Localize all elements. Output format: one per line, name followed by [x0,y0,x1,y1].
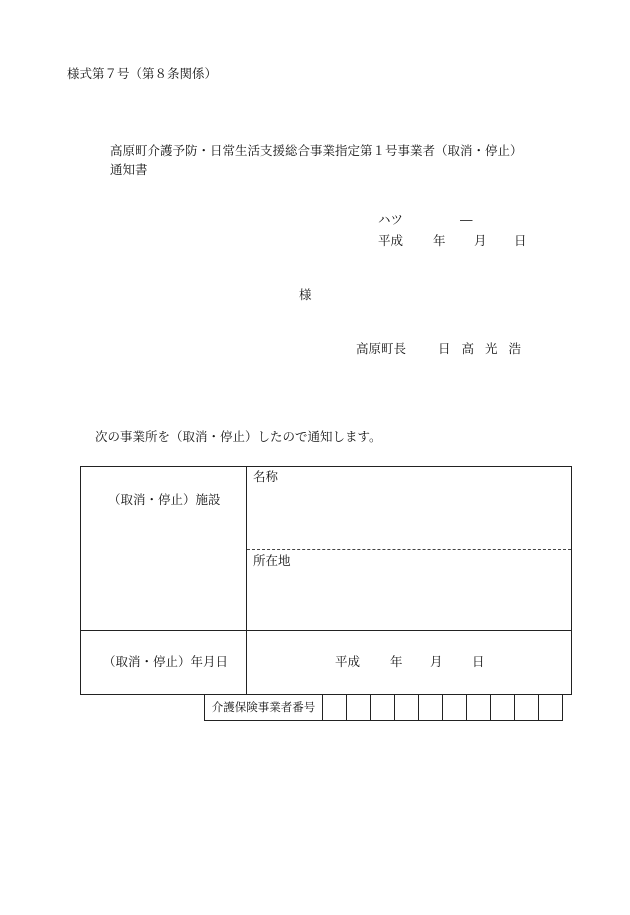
doc-number-prefix: ハツ [378,212,404,227]
sender-name: 日高光浩 [438,341,533,356]
date-month: 月 [430,654,443,669]
facility-label: （取消・停止）施設 [108,492,221,507]
insurance-digit-box [491,695,515,721]
insurance-digit-box [443,695,467,721]
date-label-cell [81,631,247,695]
dashed-divider [247,549,571,550]
insurance-digit-box [395,695,419,721]
insurance-digit-box [371,695,395,721]
name-label: 名称 [253,469,279,484]
issue-date-era: 平成 [378,233,404,248]
doc-number-dash: ― [460,212,473,227]
insurance-digit-box [515,695,539,721]
addressee-honorific: 様 [299,287,312,302]
facility-label-cell [81,467,247,631]
insurance-digit-box [419,695,443,721]
date-value-cell [247,631,572,695]
date-era: 平成 [335,654,361,669]
insurance-number-table [204,694,563,721]
issue-date-day: 日 [514,233,527,248]
insurance-number-row [205,695,563,721]
date-row [81,631,572,695]
document-title: 高原町介護予防・日常生活支援総合事業指定第１号事業者（取消・停止） [110,143,523,158]
body-text: 次の事業所を（取消・停止）したので通知します。 [95,429,382,444]
insurance-digit-box [467,695,491,721]
insurance-digit-box [347,695,371,721]
insurance-digit-box [539,695,563,721]
sender-title: 高原町長 [356,341,407,356]
issue-date-month: 月 [474,233,487,248]
insurance-number-label: 介護保険事業者番号 [205,695,323,721]
issue-date-year: 年 [433,233,446,248]
date-day: 日 [472,654,485,669]
address-label: 所在地 [253,553,291,568]
facility-info-cell [247,467,572,631]
document-title-line2: 通知書 [110,162,148,177]
date-year: 年 [390,654,403,669]
facility-row [81,467,572,631]
insurance-digit-box [323,695,347,721]
form-number: 様式第７号（第８条関係） [67,66,218,81]
date-label: （取消・停止）年月日 [103,654,229,669]
notice-table [80,466,572,695]
